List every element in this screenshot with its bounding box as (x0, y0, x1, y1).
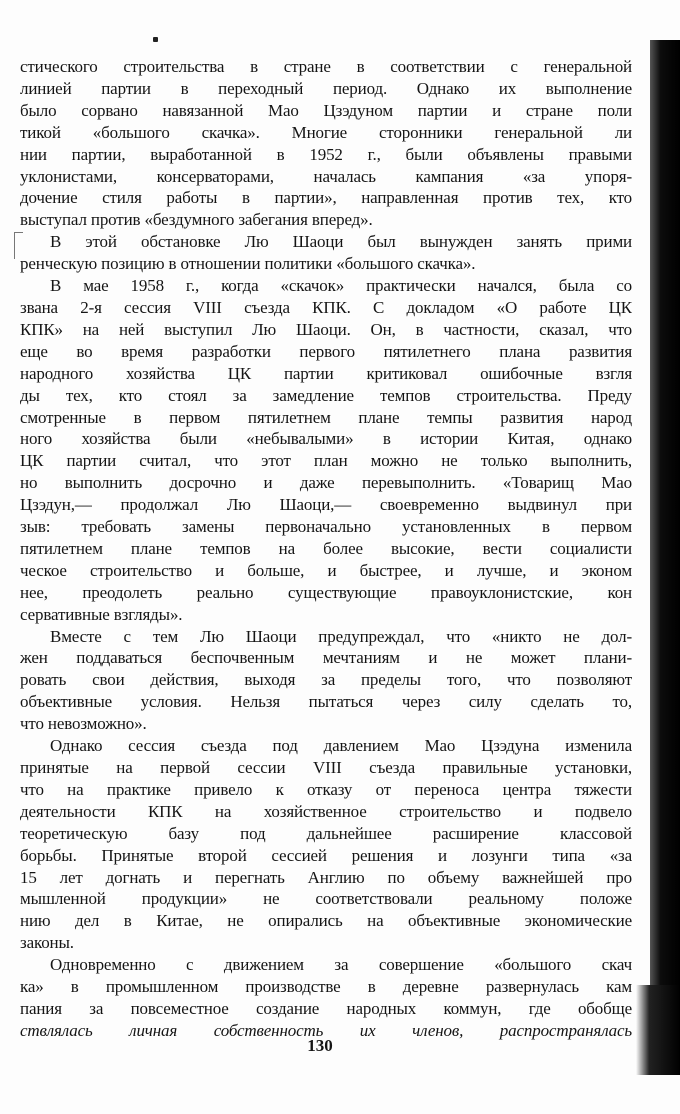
text-line: ЦК партии считал, что этот план можно не только выполнить, (20, 451, 632, 471)
text-line: жен поддаваться беспочвенным мечтаниям и не может плани- (20, 648, 632, 668)
text-line: еще во время разработки первого пятилетнего плана развития (20, 341, 632, 361)
text-line: зыв: требовать замены первоначально установленных в первом (20, 517, 632, 537)
paragraph (20, 626, 632, 736)
text-line: Вместе с тем Лю Шаоци предупреждал, что «никто не дол- (50, 626, 632, 646)
text-line: ка» в промышленном производстве в деревне развернулась кам (20, 977, 632, 997)
text-line: уклонистами, консерваторами, началась кампания «за упоря- (20, 166, 632, 186)
text-line: тикой «большого скачка». Многие сторонники генеральной ли (20, 122, 632, 142)
body-text (20, 56, 632, 1042)
text-line: смотренные в первом пятилетнем плане темпы развития народ (20, 407, 632, 427)
page-number: 130 (307, 1036, 333, 1055)
text-line: ного хозяйства были «небывалыми» в истории Китая, однако (20, 429, 632, 449)
paragraph (20, 231, 632, 275)
text-line: выступал против «бездумного забегания вперед». (20, 210, 373, 230)
text-line: звана 2-я сессия VIII съезда КПК. С докладом «О работе ЦК (20, 297, 632, 317)
text-line: линией партии в переходный период. Однако их выполнение (20, 78, 632, 98)
text-line: было сорвано навязанной Мао Цзэдуном партии и стране поли (20, 100, 632, 120)
text-line: В мае 1958 г., когда «скачок» практически начался, была со (50, 276, 632, 296)
text-line: законы. (20, 933, 74, 953)
text-line: Цзэдун,— продолжал Лю Шаоци,— своевременно выдвинул при (20, 495, 632, 515)
text-line: ствлялась личная собственность их членов, распространялась (20, 1020, 632, 1040)
text-line: принятые на первой сессии VIII съезда правильные установки, (20, 758, 632, 777)
print-speck (153, 37, 158, 42)
text-line: стического строительства в стране в соответствии с генеральной (20, 57, 632, 76)
text-line: но выполнить досрочно и даже перевыполнить. «Товарищ Мао (20, 473, 632, 493)
text-line: Одновременно с движением за совершение «большого скач (50, 955, 632, 975)
text-line: ды тех, кто стоял за замедление темпов строительства. Преду (20, 385, 632, 405)
binding-shadow-lower (636, 985, 680, 1075)
text-line: В этой обстановке Лю Шаоци был вынужден занять прими (50, 232, 632, 252)
text-line: Однако сессия съезда под давлением Мао Цзэдуна изменила (50, 736, 632, 756)
text-line: ческое строительство и больше, и быстрее, и лучше, и эконом (20, 560, 632, 580)
text-line: объективные условия. Нельзя пытаться через силу сделать то, (20, 692, 632, 712)
text-line: нии партии, выработанной в 1952 г., были объявлены правыми (20, 144, 632, 164)
text-line: что на практике привело к отказу от переноса центра тяжести (20, 779, 632, 799)
text-line: теоретическую базу под дальнейшее расширение классовой (20, 823, 632, 843)
text-line: КПК» на ней выступил Лю Шаоци. Он, в частности, сказал, что (20, 319, 632, 339)
text-line: ренческую позицию в отношении политики «большого скачка». (20, 254, 476, 274)
text-line: пятилетнем плане темпов на более высокие, вести социалисти (20, 538, 632, 558)
binding-shadow (650, 40, 680, 1040)
paragraph (20, 735, 632, 954)
text-line: пания за повсеместное создание народных коммун, где обобще (20, 998, 632, 1018)
text-line: ровать свои действия, выходя за пределы того, что позволяют (20, 670, 632, 690)
text-line: деятельности КПК на хозяйственное строительство и подвело (20, 801, 632, 821)
paragraph (20, 954, 632, 1042)
text-line: 15 лет догнать и перегнать Англию по объему важнейшей про (20, 867, 632, 887)
text-line: мышленной продукции» не соответствовали реальному положе (20, 889, 632, 909)
text-line: дочение стиля работы в партии», направленная против тех, кто (20, 188, 632, 208)
text-line: сервативные взгляды». (20, 604, 183, 624)
text-line: нию дел в Китае, не опирались на объективные экономические (20, 911, 632, 931)
paragraph (20, 275, 632, 626)
text-line: нее, преодолеть реально существующие правоуклонистские, кон (20, 582, 632, 602)
paragraph (20, 56, 632, 231)
text-line: что невозможно». (20, 714, 147, 734)
text-line: народного хозяйства ЦК партии критиковал ошибочные взгля (20, 363, 632, 383)
text-line: борьбы. Принятые второй сессией решения и лозунги типа «за (20, 845, 632, 865)
